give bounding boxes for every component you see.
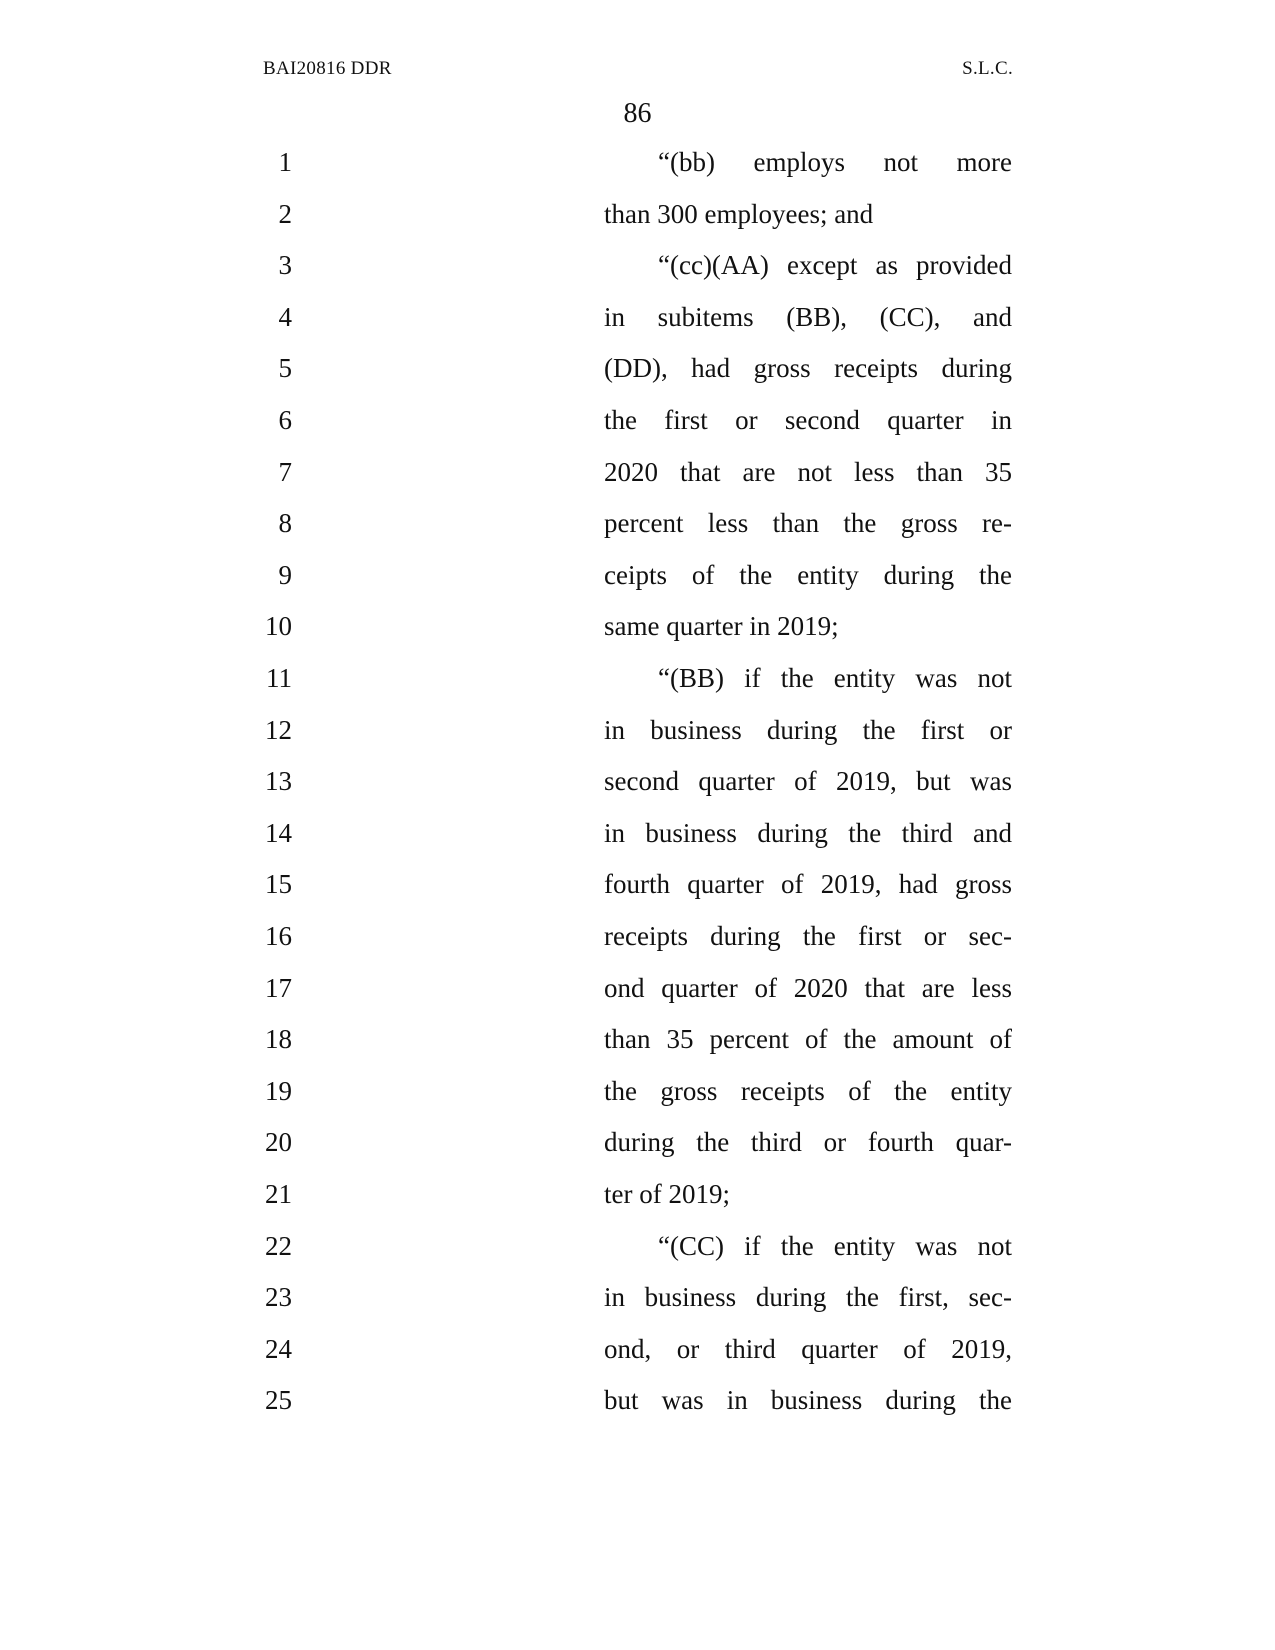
line-number: 23 <box>265 1282 292 1313</box>
text-line <box>0 1385 1275 1425</box>
line-number: 5 <box>278 353 292 384</box>
text-line <box>0 1179 1275 1219</box>
line-number: 6 <box>278 405 292 435</box>
line-text: (DD), had gross receipts during <box>604 353 1012 384</box>
line-number: 10 <box>265 611 292 642</box>
text-line <box>0 1127 1275 1167</box>
line-text: ter of 2019; <box>604 1179 730 1209</box>
line-number: 19 <box>265 1075 292 1106</box>
text-line <box>0 973 1275 1013</box>
text-line <box>0 1282 1275 1322</box>
document-id: BAI20816 DDR <box>263 58 392 79</box>
line-text: fourth quarter of 2019, had gross <box>604 869 1012 900</box>
text-line <box>0 457 1275 497</box>
text-line <box>0 405 1275 445</box>
line-text: during the third or fourth quar- <box>604 1127 1012 1158</box>
line-text: “(BB) if the entity was not <box>658 663 1012 693</box>
text-line <box>0 869 1275 909</box>
text-line <box>0 1334 1275 1374</box>
line-text: second quarter of 2019, but was <box>604 766 1012 797</box>
line-number: 25 <box>265 1385 292 1416</box>
line-text: same quarter in 2019; <box>604 611 839 642</box>
text-line <box>0 147 1275 187</box>
line-text: receipts during the first or sec- <box>604 921 1012 951</box>
line-text: than 300 employees; and <box>604 198 874 229</box>
line-text: ceipts of the entity during the <box>604 559 1012 590</box>
line-number: 8 <box>278 508 292 539</box>
line-number: 4 <box>278 301 292 332</box>
text-line <box>0 508 1275 548</box>
line-number: 21 <box>265 1179 292 1209</box>
line-number: 17 <box>265 972 292 1003</box>
text-line <box>0 766 1275 806</box>
text-line <box>0 302 1275 342</box>
line-text: 2020 that are not less than 35 <box>604 456 1012 487</box>
text-line <box>0 560 1275 600</box>
line-text: in subitems (BB), (CC), and <box>604 301 1012 332</box>
text-line <box>0 1231 1275 1271</box>
line-text: “(bb) employs not more <box>658 147 1012 177</box>
line-number: 14 <box>265 817 292 848</box>
line-number: 16 <box>265 921 292 951</box>
line-number: 24 <box>265 1333 292 1364</box>
line-text: ond quarter of 2020 that are less <box>604 972 1012 1003</box>
line-text: in business during the first, sec- <box>604 1282 1012 1313</box>
line-number: 20 <box>265 1127 292 1158</box>
text-line <box>0 250 1275 290</box>
line-number: 3 <box>278 250 292 281</box>
text-line <box>0 818 1275 858</box>
line-number: 11 <box>266 663 292 693</box>
text-line <box>0 611 1275 651</box>
text-line <box>0 715 1275 755</box>
text-line <box>0 1024 1275 1064</box>
text-line <box>0 199 1275 239</box>
line-number: 22 <box>265 1230 292 1261</box>
line-text: the first or second quarter in <box>604 405 1012 435</box>
line-text: in business during the third and <box>604 817 1012 848</box>
line-text: “(cc)(AA) except as provided <box>658 250 1012 281</box>
line-text: in business during the first or <box>604 714 1012 745</box>
text-line <box>0 353 1275 393</box>
line-text: “(CC) if the entity was not <box>658 1230 1012 1261</box>
page-number: 86 <box>623 98 652 129</box>
line-number: 7 <box>278 456 292 487</box>
line-number: 9 <box>278 559 292 590</box>
line-number: 1 <box>278 147 292 177</box>
line-number: 12 <box>265 714 292 745</box>
text-line <box>0 663 1275 703</box>
line-number: 18 <box>265 1024 292 1055</box>
document-tag: S.L.C. <box>962 58 1013 79</box>
line-text: ond, or third quarter of 2019, <box>604 1333 1012 1364</box>
line-number: 13 <box>265 766 292 797</box>
line-text: but was in business during the <box>604 1385 1012 1416</box>
line-text: the gross receipts of the entity <box>604 1075 1012 1106</box>
line-text: than 35 percent of the amount of <box>604 1024 1012 1055</box>
text-line <box>0 921 1275 961</box>
line-number: 15 <box>265 869 292 900</box>
line-number: 2 <box>278 198 292 229</box>
line-text: percent less than the gross re- <box>604 508 1012 539</box>
text-line <box>0 1076 1275 1116</box>
